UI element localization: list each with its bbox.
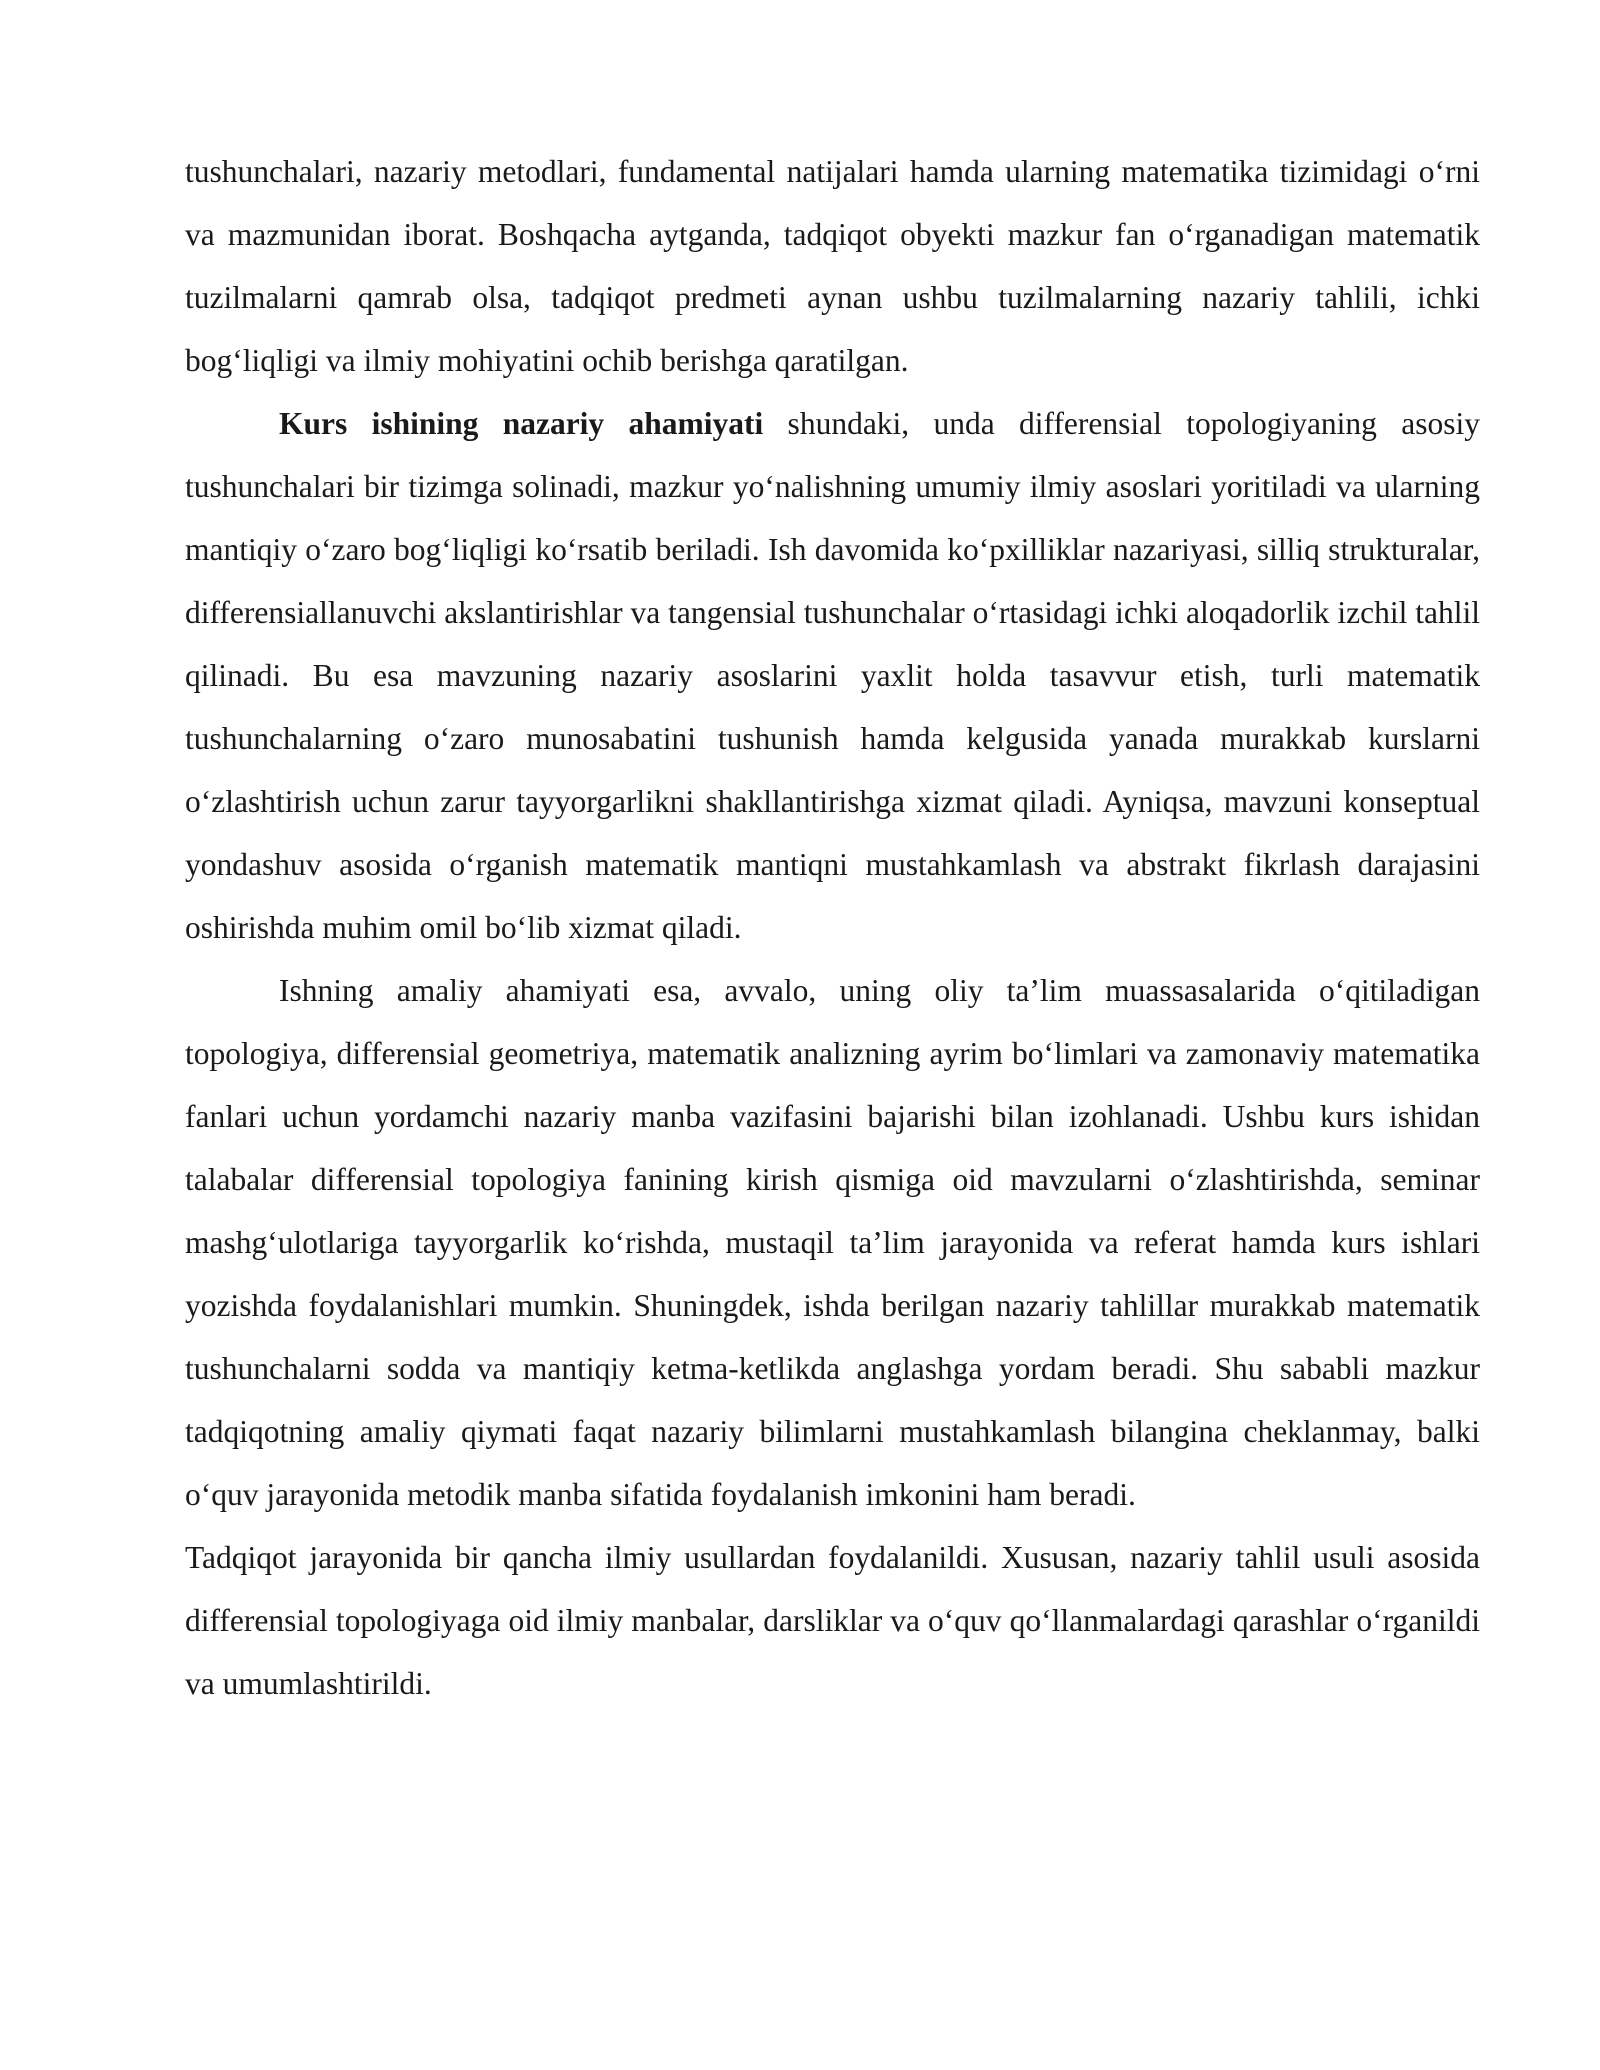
paragraph-body: shundaki, unda differensial topologiyaning asosiy tushunchalari bir tizimga solinadi, mazkur yo‘nalishning umumiy ilmiy asoslari yoritiladi va ularning mantiqiy o‘zaro bog‘liqligi ko‘rsatib beriladi. Ish davomida ko‘pxilliklar nazariyasi, silliq strukturalar, differensiallanuvchi akslantirishlar va tangensial tushunchalar o‘rtasidagi ichki aloqadorlik izchil tahlil qilinadi. Bu esa mavzuning nazariy asoslarini yaxlit holda tasavvur etish, turli matematik tushunchalarning o‘zaro munosabatini tushunish hamda kelgusida yanada murakkab kurslarni o‘zlashtirish uchun zarur tayyorgarlikni shakllantirishga xizmat qiladi. Ayniqsa, mavzuni konseptual yondashuv asosida o‘rganish matematik mantiqni mustahkamlash va abstrakt fikrlash darajasini oshirishda muhim omil bo‘lib xizmat qiladi. xyxy=(185,406,1480,945)
paragraph-practical-significance: Ishning amaliy ahamiyati esa, avvalo, uning oliy ta’lim muassasalarida o‘qitiladigan topologiya, differensial geometriya, matematik analizning ayrim bo‘limlari va zamonaviy matematika fanlari uchun yordamchi nazariy manba vazifasini bajarishi bilan izohlanadi. Ushbu kurs ishidan talabalar differensial topologiya fanining kirish qismiga oid mavzularni o‘zlashtirishda, seminar mashg‘ulotlariga tayyorgarlik ko‘rishda, mustaqil ta’lim jarayonida va referat hamda kurs ishlari yozishda foydalanishlari mumkin. Shuningdek, ishda berilgan nazariy tahlillar murakkab matematik tushunchalarni sodda va mantiqiy ketma-ketlikda anglashga yordam beradi. Shu sababli mazkur tadqiqotning amaliy qiymati faqat nazariy bilimlarni mustahkamlash bilangina cheklanmay, balki o‘quv jarayonida metodik manba sifatida foydalanish imkonini ham beradi. xyxy=(185,973,1480,1512)
paragraph-continuation: tushunchalari, nazariy metodlari, fundamental natijalari hamda ularning matematika tizimidagi o‘rni va mazmunidan iborat. Boshqacha aytganda, tadqiqot obyekti mazkur fan o‘rganadigan matematik tuzilmalarni qamrab olsa, tadqiqot predmeti aynan ushbu tuzilmalarning nazariy tahlili, ichki bog‘liqligi va ilmiy mohiyatini ochib berishga qaratilgan. xyxy=(185,154,1480,378)
document-page xyxy=(185,140,1480,1715)
paragraph-research-methods: Tadqiqot jarayonida bir qancha ilmiy usullardan foydalanildi. Xususan, nazariy tahlil usuli asosida differensial topologiyaga oid ilmiy manbalar, darsliklar va o‘quv qo‘llanmalardagi qarashlar o‘rganildi va umumlashtirildi. xyxy=(185,1540,1480,1701)
paragraph-theoretical-significance xyxy=(185,392,1480,959)
paragraph-lead-bold: Kurs ishining nazariy ahamiyati xyxy=(279,406,764,441)
